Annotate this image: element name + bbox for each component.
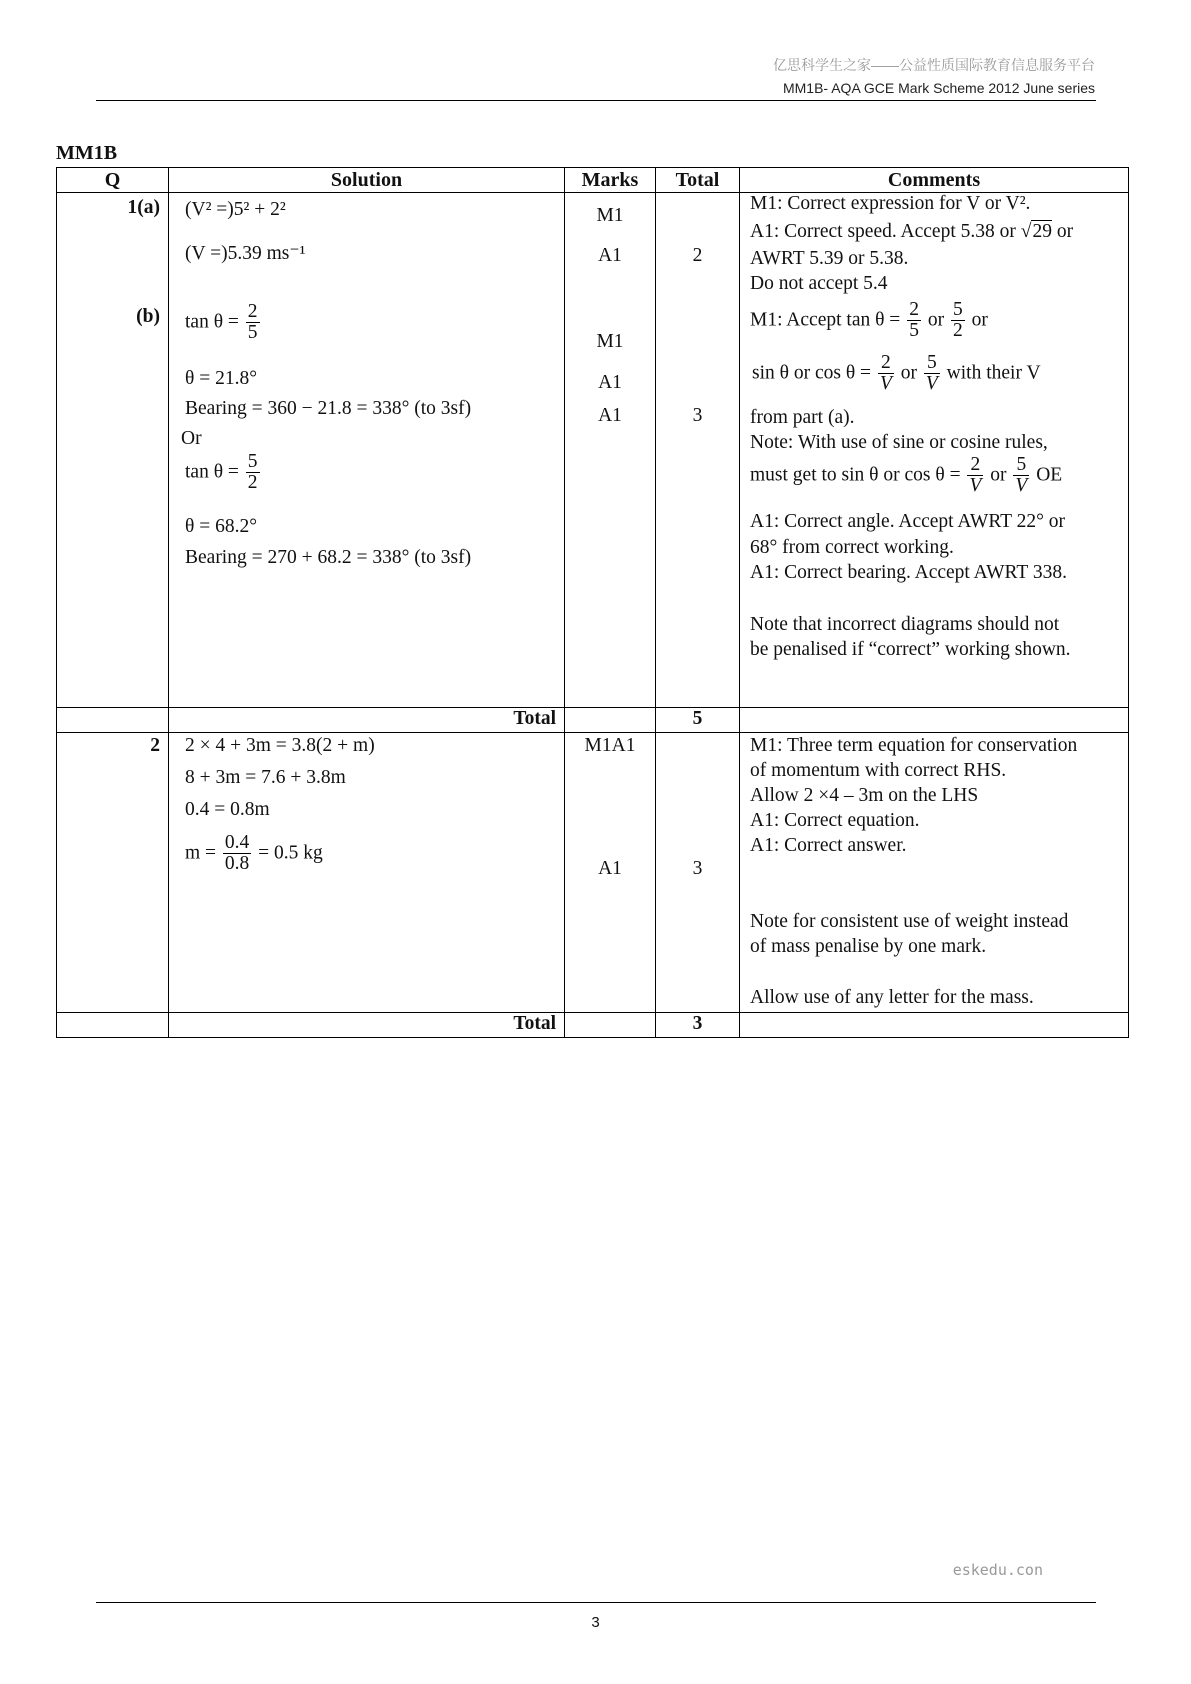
sol-2-line3: 0.4 = 0.8m [185,799,270,820]
sol-1b-line2: θ = 21.8° [185,368,258,389]
mark-scheme-table [56,167,1129,1038]
sol-1a-line1: (V² =)5² + 2² [185,199,286,220]
header-rule [96,100,1096,101]
q2-total-label: Total [169,1013,565,1038]
table-header-row [57,168,1129,193]
q2-total: 3 [656,733,740,1013]
sqrt-sign: √ [1020,221,1032,242]
sol-1a-line2: (V =)5.39 ms⁻¹ [185,243,306,264]
sol-1b-line1: tan θ = $\frac{2}{5}$ [185,301,258,344]
sol-2-line4: m = $\frac{0.4}{0.8}$ = 0.5 kg [185,832,323,875]
section-title: MM1B [56,142,118,164]
sol-2-line2: 8 + 3m = 7.6 + 3.8m [185,767,346,788]
sol-1b-line5: θ = 68.2° [185,516,258,537]
q1-totals: 2 3 [656,193,740,708]
table-row-q2-total [57,1013,1129,1038]
sol-1b-line6: Bearing = 270 + 68.2 = 338° (to 3sf) [185,547,472,568]
q1b-label: (b) [136,306,160,327]
table-row-q1 [57,193,1129,708]
q1-total-label: Total [169,708,565,733]
q1-labels [57,193,169,708]
q1-solution [169,193,565,708]
q2-comments: M1: Three term equation for conservation of momentum with correct RHS. Allow 2 ×4 – 3m on the LHS A1: Correct equation. A1: Correct answer. Note for consistent use of weight instead of mass penalise by one mark. Allow use of any letter for the mass. [740,733,1129,1013]
col-q: Q [57,168,169,193]
footer-rule [96,1602,1096,1603]
q1-total-value: 5 [656,708,740,733]
fraction: $\frac{5}{2}$ [247,451,258,494]
col-total: Total [656,168,740,193]
col-solution: Solution [169,168,565,193]
q1a-label: 1(a) [127,197,160,218]
footer-url: eskedu.con [952,1561,1043,1579]
document-header: MM1B- AQA GCE Mark Scheme 2012 June series [782,80,1095,96]
sol-1b-line4: tan θ = $\frac{5}{2}$ [185,451,258,494]
q1-comments: M1: Correct expression for V or V². A1: Correct speed. Accept 5.38 or √29 or AWRT 5.39 or 5.38. Do not accept 5.4 M1: Accept tan θ = $\frac{2}{5}$ or $\frac{5}{2}$ or sin θ or cos θ = $\frac{2}{V}$ or $\frac{5}{V}$ with their V from part (a). Note: With use of sine or cosine rules, must get to sin θ or cos θ = $\frac{2}{V}$ or $\frac{5}{V}$ OE A1: Correct angle. Accept AWRT 22° or 68° from correct working. A1: Correct bearing. Accept AWRT 338. Note that incorrect diagrams should not be penalised if “correct” working shown. [740,193,1129,708]
col-marks: Marks [565,168,656,193]
q2-label: 2 [150,735,160,756]
site-header: 亿思科学生之家——公益性质国际教育信息服务平台 [773,57,1095,73]
q2-solution [169,733,565,1013]
sol-1b-line3: Bearing = 360 − 21.8 = 338° (to 3sf) [185,398,472,419]
table-row-q2 [57,733,1129,1013]
sol-2-line1: 2 × 4 + 3m = 3.8(2 + m) [185,735,375,756]
page-number: 3 [591,1614,600,1631]
table-row-q1-total [57,708,1129,733]
q2-marks: M1A1 A1 [565,733,656,1013]
q2-total-value: 3 [656,1013,740,1038]
fraction: $\frac{2}{5}$ [247,301,258,344]
col-comments: Comments [740,168,1129,193]
q1-marks: M1 A1 M1 A1 A1 [565,193,656,708]
sol-1b-or: Or [181,428,202,449]
